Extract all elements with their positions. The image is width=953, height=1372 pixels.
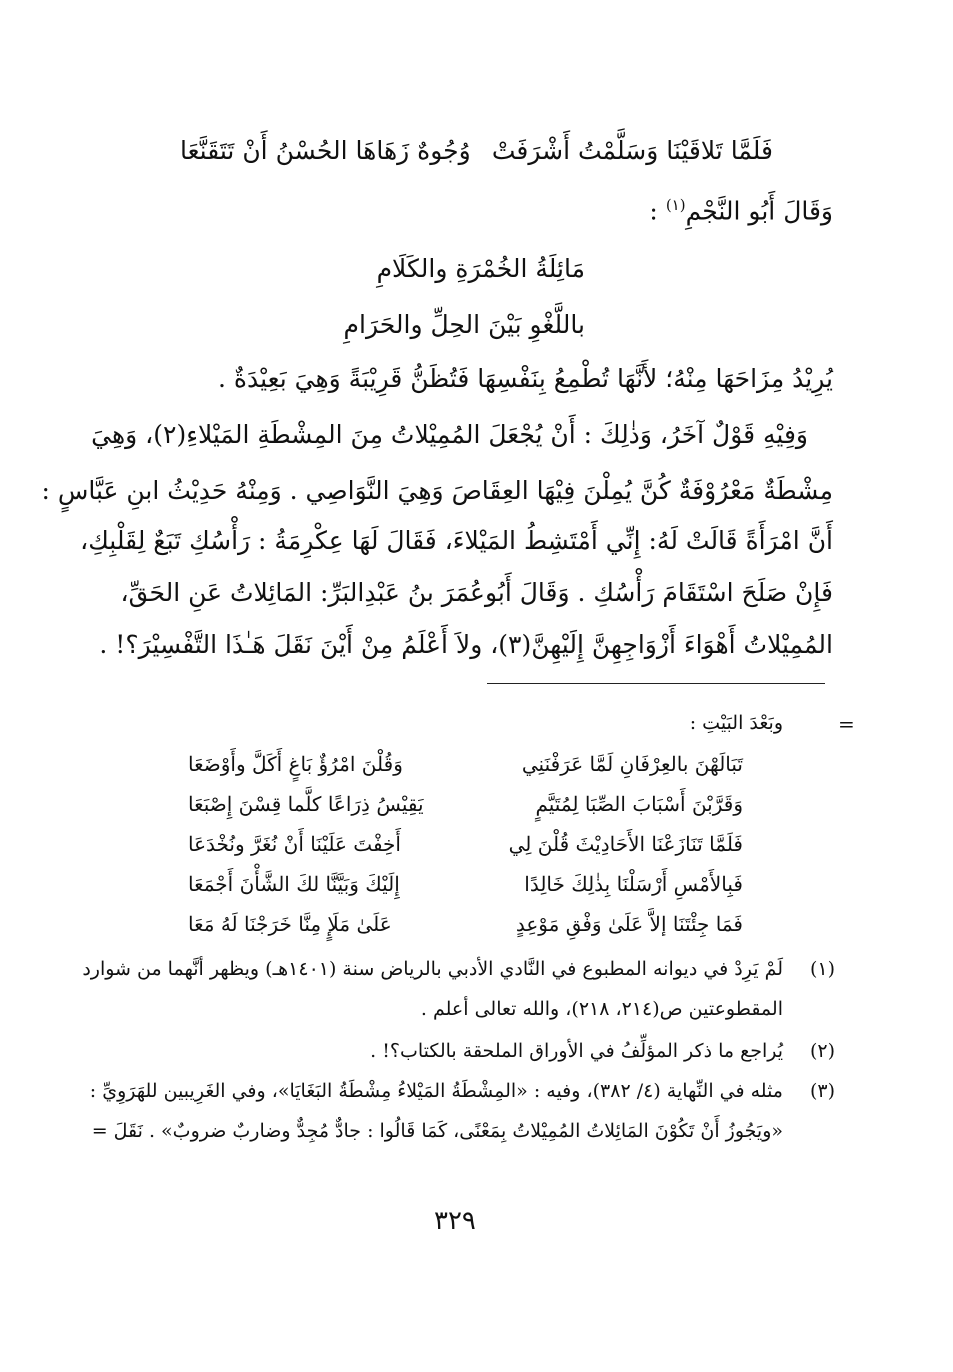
footnote-text: المقطوعتين ص(٢١٤، ٢١٨)، والله تعالى أعلم .: [420, 998, 783, 1020]
footnote-text: مثله في النِّهاية (٤/ ٣٨٢)، وفيه : «المِشْطَةُ المَيْلاءُ مِشْطَةُ البَغَايَا»، وفي الغَرِيبين للهَرَوِيِّ :: [89, 1080, 783, 1102]
footnote-text: لَمْ يَرِدْ في ديوانه المطبوع في النَّادي الأدبي بالرياض سنة (١٤٠١هـ) ويظهر أنَّهما من شوارد: [82, 958, 783, 980]
footnote-verse-left: أَخِفْتَ عَلَيْنَا أَنْ نُغَرَّ ونُخْدَعَا: [188, 832, 401, 856]
rajaz-line-2: باللَّغْوِ بَيْنَ الحِلِّ والحَرَامِ: [343, 310, 585, 339]
footnote-verse-left: وَقُلْنَ امْرُؤٌ بَاغٍ أَكَلَّ وأَوْضَعَا: [188, 752, 403, 776]
footnote-number: (١): [809, 958, 835, 980]
footnote-number: (٣): [809, 1080, 835, 1102]
footnote-separator: [487, 683, 825, 684]
intro-colon: :: [649, 196, 658, 226]
body-line: فَإِنْ صَلَحَ اسْتَقَامَ رَأْسُكِ . وَقَالَ أَبُوعُمَرَ بنُ عَبْدِالبَرِّ: المَائِلاتُ عَنِ الحَقِّ،: [120, 578, 833, 607]
body-line: وَفِيْهِ قَوْلٌ آخَرُ، وَذٰلِكَ : أَنْ يُجْعَلَ المُمِيْلاتُ مِنَ المِشْطَةِ المَيْلاءِ(٢)، وَهِيَ: [91, 420, 808, 449]
footnote-verse-left: إِلَيْكَ وَبَيَّنَّا لكَ الشَّأْنَ أَجْمَعَا: [188, 872, 400, 896]
footnote-verse-right: تَبَالَهْنَ بالعِرْفَانِ لَمَّا عَرَفْنَنِي: [521, 752, 743, 776]
footnote-verse-left: يَقِيْسُ ذِرَاعًا كلَّما قِسْنَ إِصْبَعَا: [188, 792, 424, 816]
body-line: مِشْطَةٌ مَعْرُوْفَةٌ كُنَّ يُمِلْنَ فِيْهَا العِقَاصَ وَهِيَ النَّوَاصِي . وَمِنْهُ حَدِيْثُ ابنِ عَبَّاسٍ :: [41, 476, 833, 505]
body-line: يُرِيْدُ مِزَاحَهَا مِنْهُ؛ لأَنَّهَا تُطْمِعُ بِنَفْسِهَا فَتُظَنُّ قَرِيْبَةً وَهِيَ بَعِيْدَةٌ .: [218, 364, 833, 393]
continuation-mark: =: [838, 712, 855, 736]
after-verse-label: وبَعْدَ البَيْتِ :: [689, 712, 783, 734]
footnote-text: يُراجع ما ذكر المؤلِّفُ في الأوراق الملحقة بالكتاب؟! .: [370, 1040, 783, 1062]
footnote-verse-right: وَقَرَّبْنَ أَسْبَابَ الصِّبَا لِمُتَيَّمٍ: [535, 792, 743, 816]
footnote-verse-right: فَمَا جِئْتَنَا إلاَّ عَلَىٰ وَفْقِ مَوْعِدٍ: [515, 912, 743, 936]
footnote-ref-1: (١): [665, 196, 686, 214]
footnote-verse-right: فَلَمَّا تَنَازَعْنَا الأَحَادِيْثَ قُلْنَ لِي: [508, 832, 743, 856]
opening-verse-left: وُجُوهٌ زَهَاهَا الحُسْنُ أَنْ تَتَقَنَّعَا: [180, 136, 471, 165]
intro-line: [649, 196, 833, 226]
rajaz-line-1: مَائِلَةُ الخُمْرَةِ والكَلَامِ: [376, 254, 585, 283]
opening-verse-right: فَلَمَّا تَلاقَيْنَا وَسَلَّمْتُ أَشْرَفَتْ: [491, 136, 773, 165]
body-line: أَنَّ امْرَأَةً قَالَتْ لَهُ: إِنِّي أَمْتَشِطُ المَيْلاءَ، فَقَالَ لَهَا عِكْرِمَةُ : رَأْسُكِ تَبَعٌ لِقَلْبِكِ،: [80, 526, 833, 555]
intro-text: وَقَالَ أَبُو النَّجْمِ: [685, 196, 833, 226]
page-number: ٣٢٩: [434, 1206, 476, 1236]
footnote-number: (٢): [809, 1040, 835, 1062]
body-line: المُمِيْلاتُ أَهْوَاءَ أَزْوَاجِهِنَّ إِلَيْهِنَّ(٣)، ولاَ أَعْلَمُ مِنْ أَيْنَ نَقَلَ هَـٰذَا التَّفْسِيْرَ؟! .: [99, 630, 833, 659]
footnote-text: «ويَجُوزُ أَنْ تَكُوْنَ المَائِلاتُ المُمِيْلاتُ بِمَعْنًى، كَمَا قَالُوا : جادٌّ مُجِدٌّ وضاربٌ ضروبٌ» . نَقَلَ =: [91, 1120, 783, 1142]
footnote-verse-right: فَبِالأَمْسِ أَرْسَلْنَا بِذٰلِكَ خَالِدًا: [524, 872, 743, 896]
footnote-verse-left: عَلَىٰ مَلَإٍ مِنَّا خَرَجْنَا لَهُ مَعَا: [188, 912, 392, 936]
